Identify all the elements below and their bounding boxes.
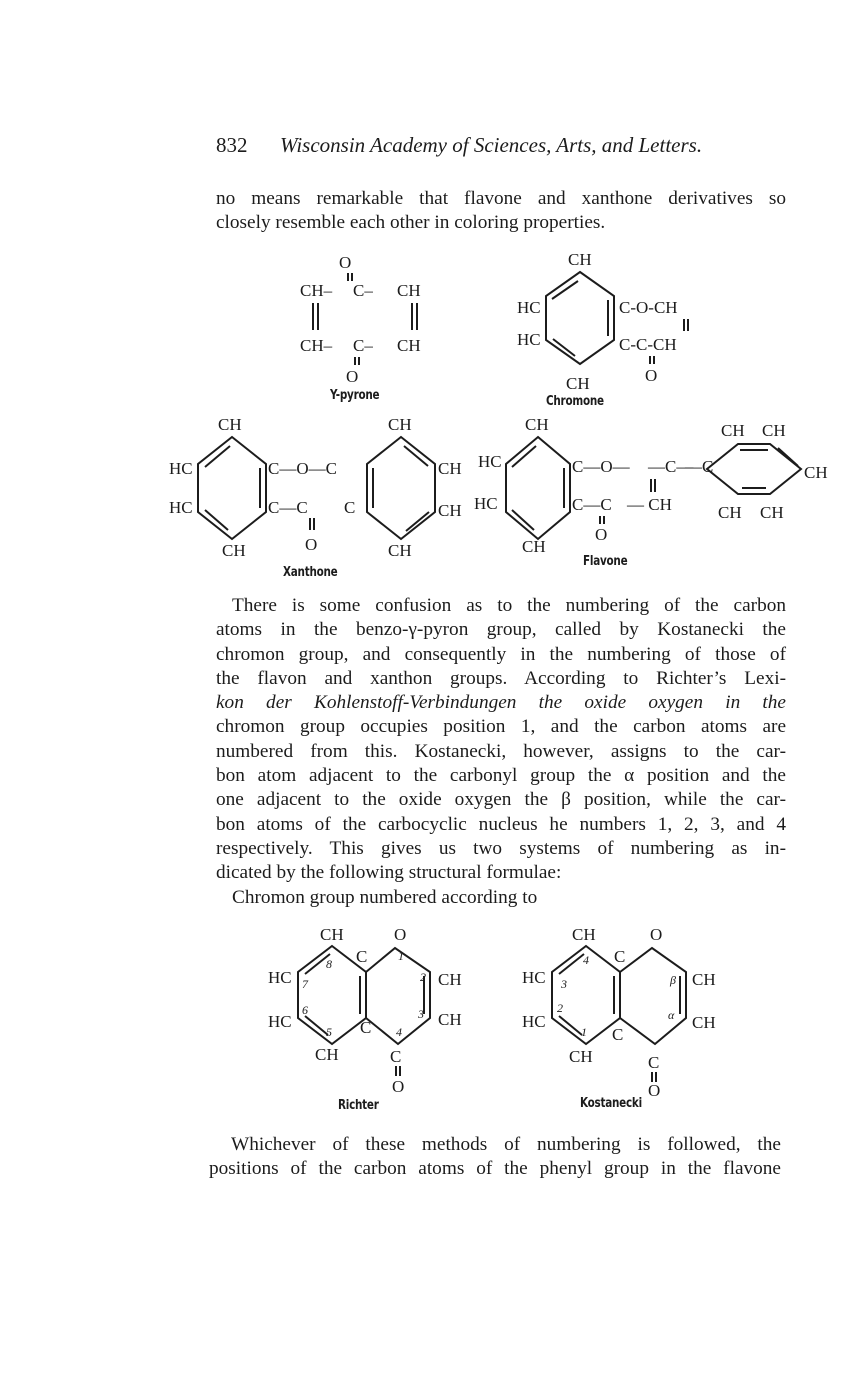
atom-label: CH [438,501,462,520]
atom-label: CH [718,503,742,522]
chromone-structure [517,250,688,393]
running-title: Wisconsin Academy of Sciences, Arts, and Letters. [280,133,703,157]
atom-label: C [360,1018,372,1037]
caption-gamma-pyrone: Y-pyrone [330,388,380,403]
text-line: atoms in the benzo-γ-pyron group, called by Kostanecki the [216,619,786,641]
atom-label: HC [268,968,292,987]
atom-label: CH [760,503,784,522]
atom-label: CH [388,541,412,560]
position-number: 5 [326,1025,332,1039]
atom-label: O [648,1081,661,1100]
atom-label: O [595,525,608,544]
atom-label: O [394,925,407,944]
atom-label: CH [397,336,421,355]
atom-label: C—C [572,495,612,514]
atom-label: CH [721,421,745,440]
position-number: 4 [396,1025,402,1039]
gamma-pyrone-structure [300,253,421,386]
atom-label: CH [438,1010,462,1029]
atom-label: C—O— [572,457,630,476]
position-number: 3 [561,977,567,991]
position-number: 1 [581,1025,587,1039]
position-number: 6 [302,1003,308,1017]
atom-label: O [339,253,352,272]
closing-paragraph [209,1133,781,1182]
atom-label: O [645,366,658,385]
atom-label: CH [566,374,590,393]
position-number: 2 [557,1001,563,1015]
atom-label: —C— [648,457,694,476]
atom-label: CH [572,925,596,944]
atom-label: O [346,367,359,386]
position-number: 8 [326,957,332,971]
atom-label: C [612,1025,624,1044]
position-number: 2 [420,970,426,984]
text-line: Whichever of these methods of numbering is followed, the [231,1134,781,1155]
atom-label: HC [474,494,498,513]
caption-kostanecki: Kostanecki [580,1096,642,1111]
atom-label: HC [268,1012,292,1031]
atom-label: C-O-CH [619,298,678,317]
atom-label: CH [315,1045,339,1064]
text-line: chromon group, and consequently in the numbering of those of [216,643,786,665]
caption-richter: Richter [338,1098,379,1113]
atom-label: HC [522,968,546,987]
atom-label: CH [692,1013,716,1032]
atom-label: — CH [627,495,672,514]
text-line: bon atoms of the carbocyclic nucleus he numbers 1, 2, 3, and 4 [216,813,786,835]
atom-label: C [390,1047,402,1066]
numbering-paragraph [216,594,786,910]
atom-label: —C [685,457,714,476]
text-line: chromon group occupies position 1, and the carbon atoms are [216,716,786,738]
text-line: dicated by the following structural formulae: [216,862,562,884]
atom-label: CH [568,250,592,269]
text-line: kon der Kohlenstoff-Verbindungen the oxide oxygen in the [216,692,786,714]
atom-label: C [344,498,356,517]
xanthone-structure [169,415,462,560]
position-number: 4 [583,953,589,967]
atom-label: CH [397,281,421,300]
flavone-structure [474,415,828,556]
atom-label: C– [353,281,373,300]
atom-label: O [305,535,318,554]
atom-label: CH [222,541,246,560]
atom-label: CH [804,463,828,482]
text-line: the flavon and xanthon groups. According to Richter’s Lexi- [216,667,786,689]
atom-label: CH [692,970,716,989]
atom-label: O [650,925,663,944]
atom-label: C—O—C [268,459,337,478]
atom-label: C– [353,336,373,355]
atom-label: HC [517,298,541,317]
caption-flavone: Flavone [583,554,628,569]
page-number: 832 [216,133,248,157]
position-number: 7 [302,977,308,991]
caption-xanthone: Xanthone [283,565,338,580]
text-line: no means remarkable that flavone and xanthone derivatives so [216,188,786,209]
atom-label: HC [478,452,502,471]
atom-label: C-C-CH [619,335,677,354]
text-line: numbered from this. Kostanecki, however, assigns to the car- [216,740,786,762]
atom-label: CH [762,421,786,440]
text-line: respectively. This gives us two systems of numbering as in- [216,837,786,859]
position-number: 3 [418,1007,424,1021]
position-number: β [670,973,676,987]
text-line: positions of the carbon atoms of the phenyl group in the flavone [209,1158,781,1180]
richter-structure [268,925,462,1096]
atom-label: C [614,947,626,966]
position-number: α [668,1008,675,1022]
atom-label: HC [169,498,193,517]
atom-label: CH [438,970,462,989]
text-line: bon atom adjacent to the carbonyl group the α position and the [216,765,786,787]
atom-label: CH– [300,281,333,300]
atom-label: CH [569,1047,593,1066]
atom-label: CH [218,415,242,434]
text-line: closely resemble each other in coloring properties. [216,212,606,234]
atom-label: HC [169,459,193,478]
atom-label: C [648,1053,660,1072]
atom-label: CH [388,415,412,434]
text-line: Chromon group numbered according to [232,886,538,908]
atom-label: HC [517,330,541,349]
kostanecki-structure [522,925,716,1100]
caption-chromone: Chromone [546,394,604,409]
text-line: There is some confusion as to the numbering of the carbon [232,595,786,616]
atom-label: CH [320,925,344,944]
position-number: 1 [398,949,404,963]
atom-label: CH [438,459,462,478]
atom-label: O [392,1077,405,1096]
atom-label: CH [522,537,546,556]
atom-label: CH– [300,336,333,355]
atom-label: HC [522,1012,546,1031]
text-line: one adjacent to the oxide oxygen the β position, while the car- [216,789,786,811]
atom-label: C [356,947,368,966]
atom-label: C—C [268,498,308,517]
atom-label: CH [525,415,549,434]
